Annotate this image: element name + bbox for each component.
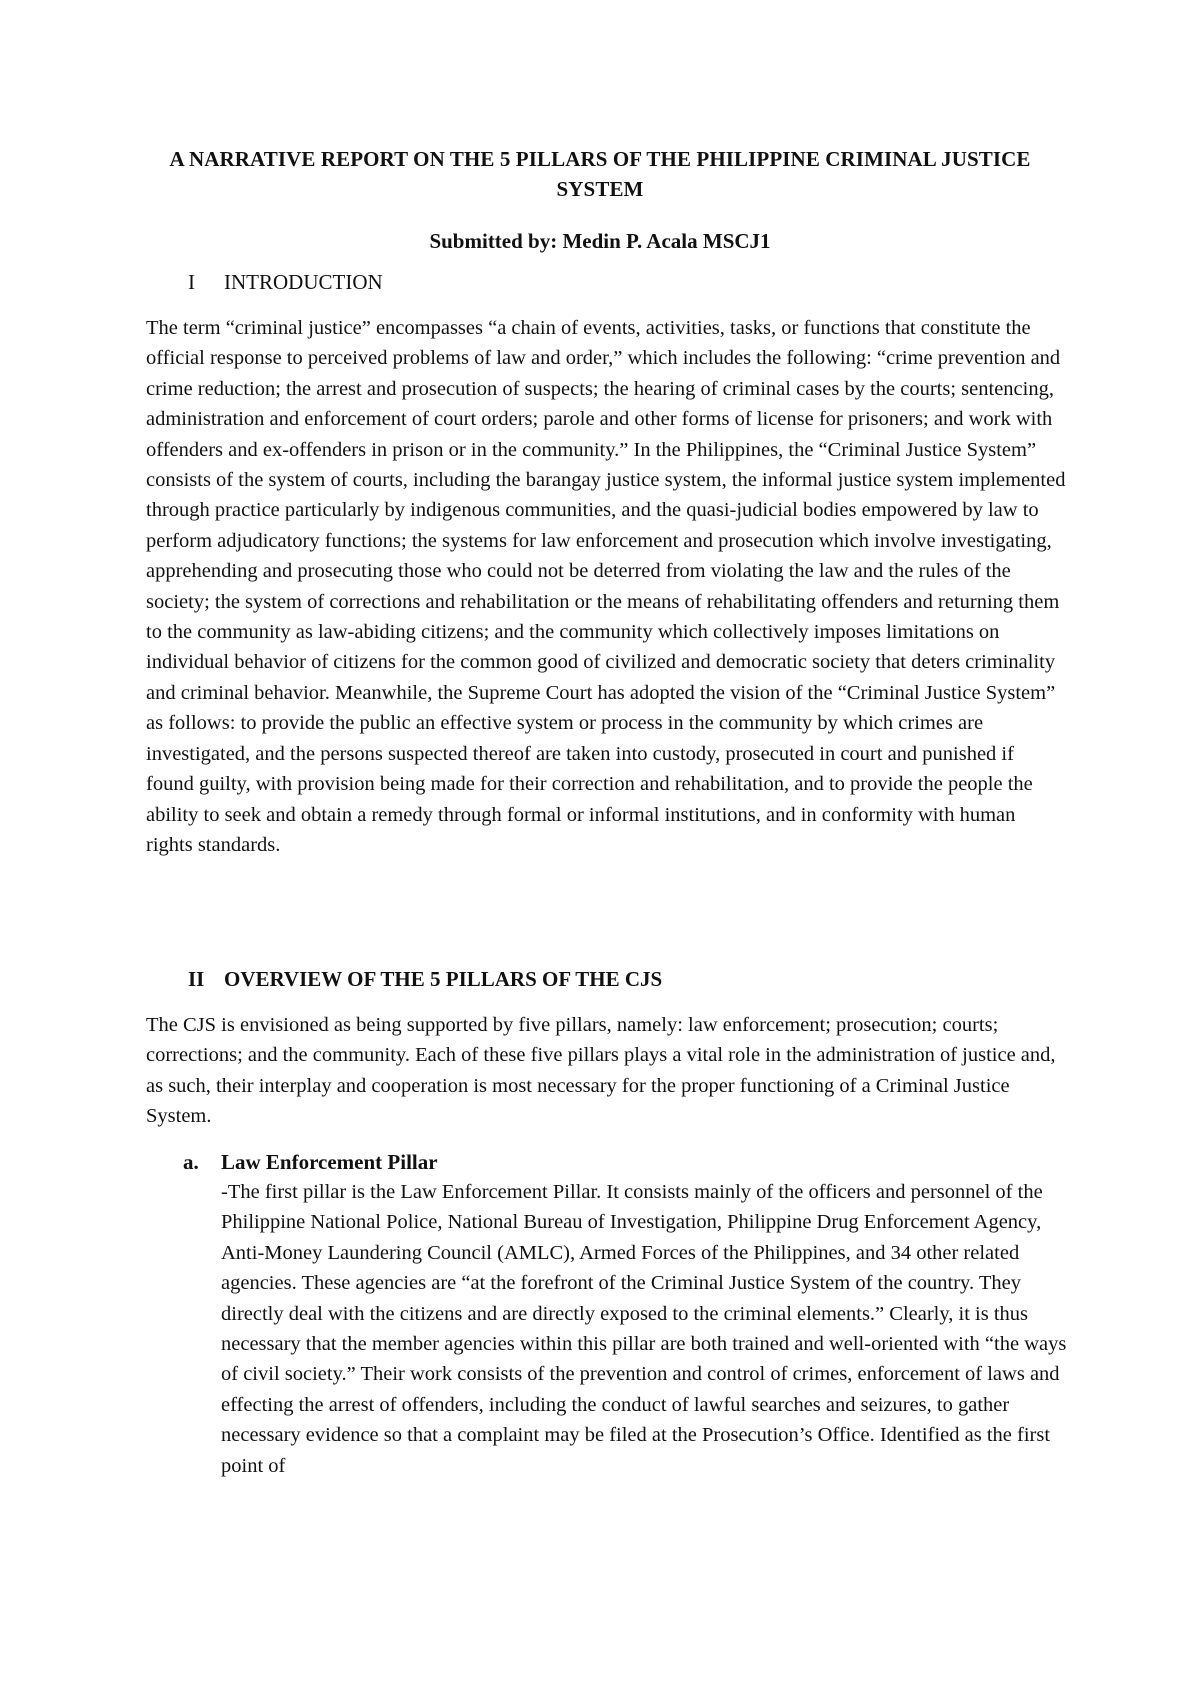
overview-paragraph: The CJS is envisioned as being supported by five pillars, namely: law enforcement; prosecution; courts; corrections; and the community. Each of these five pillars plays a vital role in the administration of justice and, as such, their interplay and cooperation is most necessary for the proper functioning of a Criminal Justice System. [146, 1014, 1056, 1128]
section-heading-overview [188, 964, 662, 994]
section-title: INTRODUCTION [224, 270, 383, 294]
introduction-paragraph: The term “criminal justice” encompasses “a chain of events, activities, tasks, or functions that constitute the official response to perceived problems of law and order,” which includes the following: “crime prevention and crime reduction; the arrest and prosecution of suspects; the hearing of criminal cases by the courts; sentencing, administration and enforcement of court orders; parole and other forms of license for prisoners; and work with offenders and ex-offenders in prison or in the community.” In the Philippines, the “Criminal Justice System” consists of the system of courts, including the barangay justice system, the informal justice system implemented through practice particularly by indigenous communities, and the quasi-judicial bodies empowered by law to perform adjudicatory functions; the systems for law enforcement and prosecution which involve investigating, apprehending and prosecuting those who could not be deterred from violating the law and the rules of the society; the system of corrections and rehabilitation or the means of rehabilitating offenders and returning them to the community as law-abiding citizens; and the community which collectively imposes limitations on individual behavior of citizens for the common good of civilized and democratic society that deters criminality and criminal behavior. Meanwhile, the Supreme Court has adopted the vision of the “Criminal Justice System” as follows: to provide the public an effective system or process in the community by which crimes are investigated, and the persons suspected thereof are taken into custody, prosecuted in court and punished if found guilty, with provision being made for their correction and rehabilitation, and to provide the people the ability to seek and obtain a remedy through formal or informal institutions, and in conformity with human rights standards. [146, 317, 1066, 856]
law-enforcement-paragraph: -The first pillar is the Law Enforcement Pillar. It consists mainly of the officers and personnel of the Philippine National Police, National Bureau of Investigation, Philippine Drug Enforcement Agency, Anti-Money Laundering Council (AMLC), Armed Forces of the Philippines, and 34 other related agencies. These agencies are “at the forefront of the Criminal Justice System of the country. They directly deal with the citizens and are directly exposed to the criminal elements.” Clearly, it is thus necessary that the member agencies within this pillar are both trained and well-oriented with “the ways of civil society.” Their work consists of the prevention and control of crimes, enforcement of laws and effecting the arrest of offenders, including the conduct of lawful searches and seizures, to gather necessary evidence so that a complaint may be filed at the Prosecution’s Office. Identified as the first point of [221, 1181, 1067, 1477]
byline: Submitted by: Medin P. Acala MSCJ1 [429, 229, 771, 253]
section-title: OVERVIEW OF THE 5 PILLARS OF THE CJS [224, 967, 663, 991]
section-number: II [188, 967, 205, 991]
subsection-heading-law-enforcement [183, 1147, 438, 1177]
section-heading-introduction [188, 267, 383, 297]
subsection-title: Law Enforcement Pillar [221, 1150, 438, 1174]
section-number: I [188, 270, 195, 294]
subsection-letter: a. [183, 1150, 199, 1174]
document-title: A NARRATIVE REPORT ON THE 5 PILLARS OF THE PHILIPPINE CRIMINAL JUSTICE SYSTEM [169, 147, 1031, 201]
